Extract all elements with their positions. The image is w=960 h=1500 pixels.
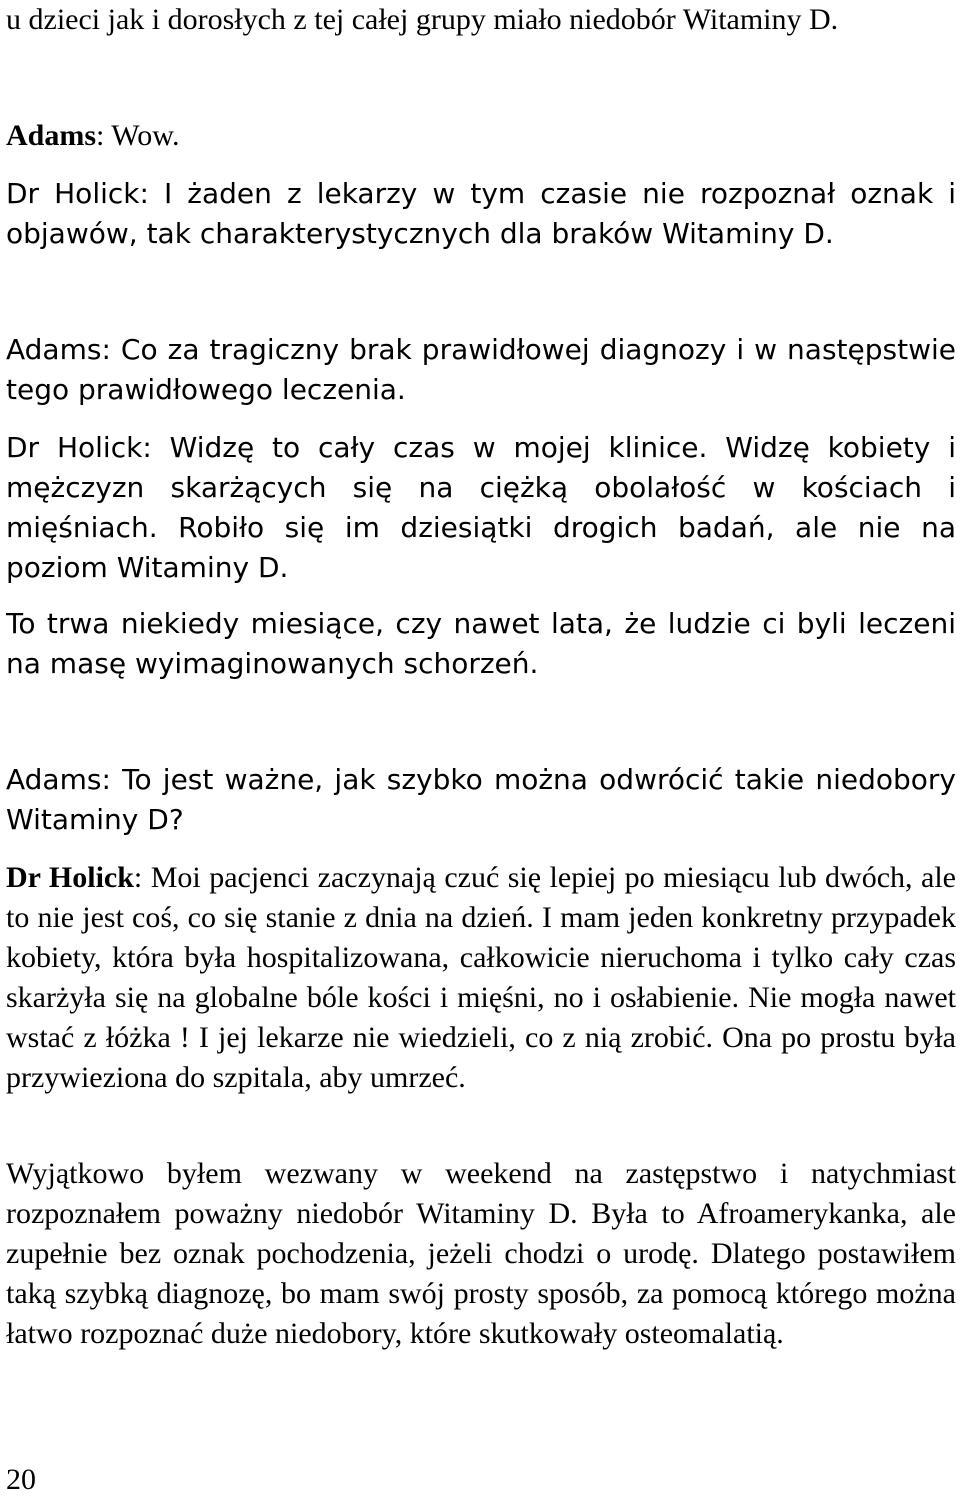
paragraph-text: u dzieci jak i dorosłych z tej całej grupy miało niedobór Witaminy D. — [6, 3, 839, 36]
paragraph-text: : To jest ważne, jak szybko można odwrócić takie niedobory Witaminy D? — [6, 763, 956, 836]
paragraph-holick-3 — [6, 858, 956, 1098]
speaker-name: Dr Holick — [6, 177, 140, 210]
speaker-name: Dr Holick — [6, 861, 134, 894]
paragraph-intro — [6, 0, 956, 40]
page-number: 20 — [6, 1463, 36, 1496]
paragraph-adams-3 — [6, 760, 956, 840]
paragraph-text: : I żaden z lekarzy w tym czasie nie rozpoznał oznak i objawów, tak charakterystycznych dla braków Witaminy D. — [6, 177, 956, 250]
speaker-name: Adams — [6, 119, 97, 152]
paragraph-adams-wow — [6, 116, 956, 156]
document-page — [6, 0, 956, 1500]
paragraph-text: To trwa niekiedy miesiące, czy nawet lata, że ludzie ci byli leczeni na masę wyimaginowanych schorzeń. — [6, 607, 956, 680]
paragraph-text: : Moi pacjenci zaczynają czuć się lepiej po miesiącu lub dwóch, ale to nie jest coś, co się stanie z dnia na dzień. I mam jeden konkretny przypadek kobiety, która była hospitalizowana, całkowicie nieruchoma i tylko cały czas skarżyła się na globalne bóle kości i mięśni, no i osłabienie. Nie mogła nawet wstać z łóżka ! I jej lekarze nie wiedzieli, co z nią zrobić. Ona po prostu była przywieziona do szpitala, aby umrzeć. — [6, 861, 956, 1094]
paragraph-holick-2 — [6, 428, 956, 588]
speaker-name: Dr Holick — [6, 431, 143, 464]
paragraph-holick-1 — [6, 174, 956, 254]
paragraph-text: : Wow. — [96, 119, 180, 152]
speaker-name: Adams — [6, 763, 102, 796]
paragraph-continuation-2 — [6, 1154, 956, 1354]
speaker-name: Adams — [6, 333, 102, 366]
paragraph-continuation-1 — [6, 604, 956, 684]
paragraph-text: Wyjątkowo byłem wezwany w weekend na zastępstwo i natychmiast rozpoznałem poważny niedobór Witaminy D. Była to Afroamerykanka, ale zupełnie bez oznak pochodzenia, jeżeli chodzi o urodę. Dlatego postawiłem taką szybką diagnozę, bo mam swój prosty sposób, za pomocą którego można łatwo rozpoznać duże niedobory, które skutkowały osteomalatią. — [6, 1157, 956, 1350]
paragraph-text: : Widzę to cały czas w mojej klinice. Widzę kobiety i mężczyzn skarżących się na ciężką obolałość w kościach i mięśniach. Robiło się im dziesiątki drogich badań, ale nie na poziom Witaminy D. — [6, 431, 956, 584]
paragraph-text: : Co za tragiczny brak prawidłowej diagnozy i w następstwie tego prawidłowego leczenia. — [6, 333, 956, 406]
paragraph-adams-2 — [6, 330, 956, 410]
